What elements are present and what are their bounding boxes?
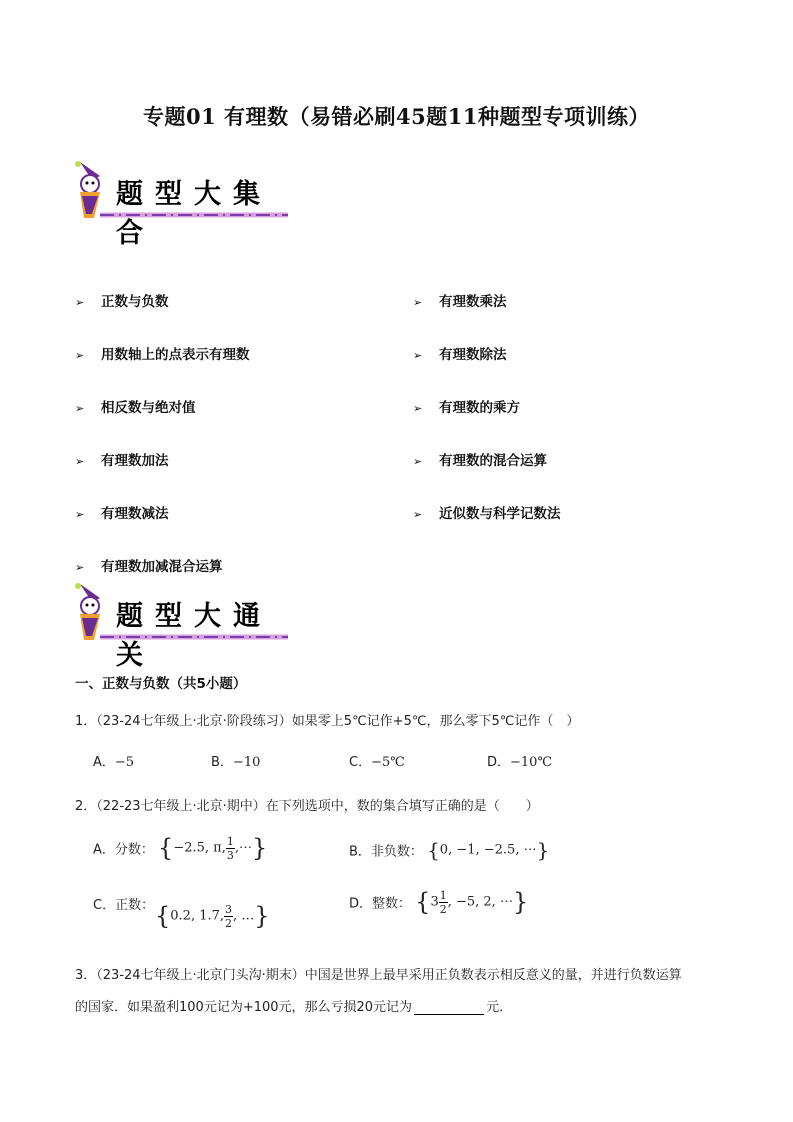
banner-underline bbox=[100, 212, 288, 218]
q2-option-a[interactable]: A．分数： {−2.5, π, $\frac{1}{3}$ ,⋯} bbox=[93, 834, 268, 862]
toc-item: ➢ 正数与负数 bbox=[75, 294, 169, 310]
question-3-line2: 的国家．如果盈利100元记为+100元，那么亏损20元记为 元． bbox=[75, 1000, 513, 1015]
arrow-bullet-icon: ➢ bbox=[75, 508, 85, 521]
toc-item: ➢ 有理数除法 bbox=[413, 347, 507, 363]
q1-option-a[interactable]: A．−5 bbox=[93, 755, 135, 770]
q2-option-b[interactable]: B．非负数： {0, −1, −2.5, ⋯} bbox=[349, 838, 550, 862]
question-2-stem: 2．（22-23七年级上·北京·期中）在下列选项中，数的集合填写正确的是（ ） bbox=[75, 799, 539, 814]
q2-option-d[interactable]: D．整数： {3 $\frac{1}{2}$ , −5, 2, ⋯} bbox=[349, 888, 529, 916]
banner-underline bbox=[100, 634, 288, 640]
question-3-line1: 3．（23-24七年级上·北京门头沟·期末）中国是世界上最早采用正负数表示相反意义的量，并进行负数运算 bbox=[75, 968, 682, 983]
q1-option-b[interactable]: B．−10 bbox=[211, 755, 261, 770]
toc-item: ➢ 有理数的乘方 bbox=[413, 400, 520, 416]
toc-item: ➢ 有理数减法 bbox=[75, 506, 169, 522]
arrow-bullet-icon: ➢ bbox=[75, 455, 85, 468]
arrow-bullet-icon: ➢ bbox=[75, 349, 85, 362]
q2-option-c-label[interactable]: C．正数： bbox=[93, 898, 155, 913]
banner-title: 题型大通关 bbox=[116, 601, 272, 671]
arrow-bullet-icon: ➢ bbox=[75, 402, 85, 415]
toc-item: ➢ 有理数的混合运算 bbox=[413, 453, 547, 469]
q1-option-d[interactable]: D．−10℃ bbox=[487, 755, 552, 770]
fraction: $\frac{1}{3}$ bbox=[226, 834, 234, 862]
fraction: $\frac{1}{2}$ bbox=[439, 888, 447, 916]
toc-item: ➢ 近似数与科学记数法 bbox=[413, 506, 561, 522]
fraction: $\frac{3}{2}$ bbox=[225, 902, 233, 930]
arrow-bullet-icon: ➢ bbox=[75, 296, 85, 309]
toc-item: ➢ 用数轴上的点表示有理数 bbox=[75, 347, 250, 363]
arrow-bullet-icon: ➢ bbox=[413, 349, 423, 362]
section-banner-collection bbox=[70, 158, 300, 249]
toc-item: ➢ 相反数与绝对值 bbox=[75, 400, 196, 416]
question-1-stem: 1．（23-24七年级上·北京·阶段练习）如果零上5℃记作+5℃，那么零下5℃记作（ ） bbox=[75, 714, 580, 729]
arrow-bullet-icon: ➢ bbox=[413, 455, 423, 468]
page-title: 专题01 有理数（易错必刷45题11种题型专项训练） bbox=[143, 104, 650, 129]
q2-option-c-set: {0.2, 1.7, $\frac{3}{2}$ , …} bbox=[155, 902, 270, 930]
section-banner-practice bbox=[70, 580, 300, 671]
arrow-bullet-icon: ➢ bbox=[75, 561, 85, 574]
toc-item: ➢ 有理数乘法 bbox=[413, 294, 507, 310]
arrow-bullet-icon: ➢ bbox=[413, 296, 423, 309]
section-heading: 一、正数与负数（共5小题） bbox=[75, 676, 247, 692]
toc-item: ➢ 有理数加法 bbox=[75, 453, 169, 469]
banner-title: 题型大集合 bbox=[116, 179, 272, 249]
answer-blank[interactable] bbox=[414, 1000, 484, 1015]
toc-item: ➢ 有理数加减混合运算 bbox=[75, 559, 223, 575]
arrow-bullet-icon: ➢ bbox=[413, 508, 423, 521]
q1-option-c[interactable]: C．−5℃ bbox=[349, 755, 405, 770]
arrow-bullet-icon: ➢ bbox=[413, 402, 423, 415]
